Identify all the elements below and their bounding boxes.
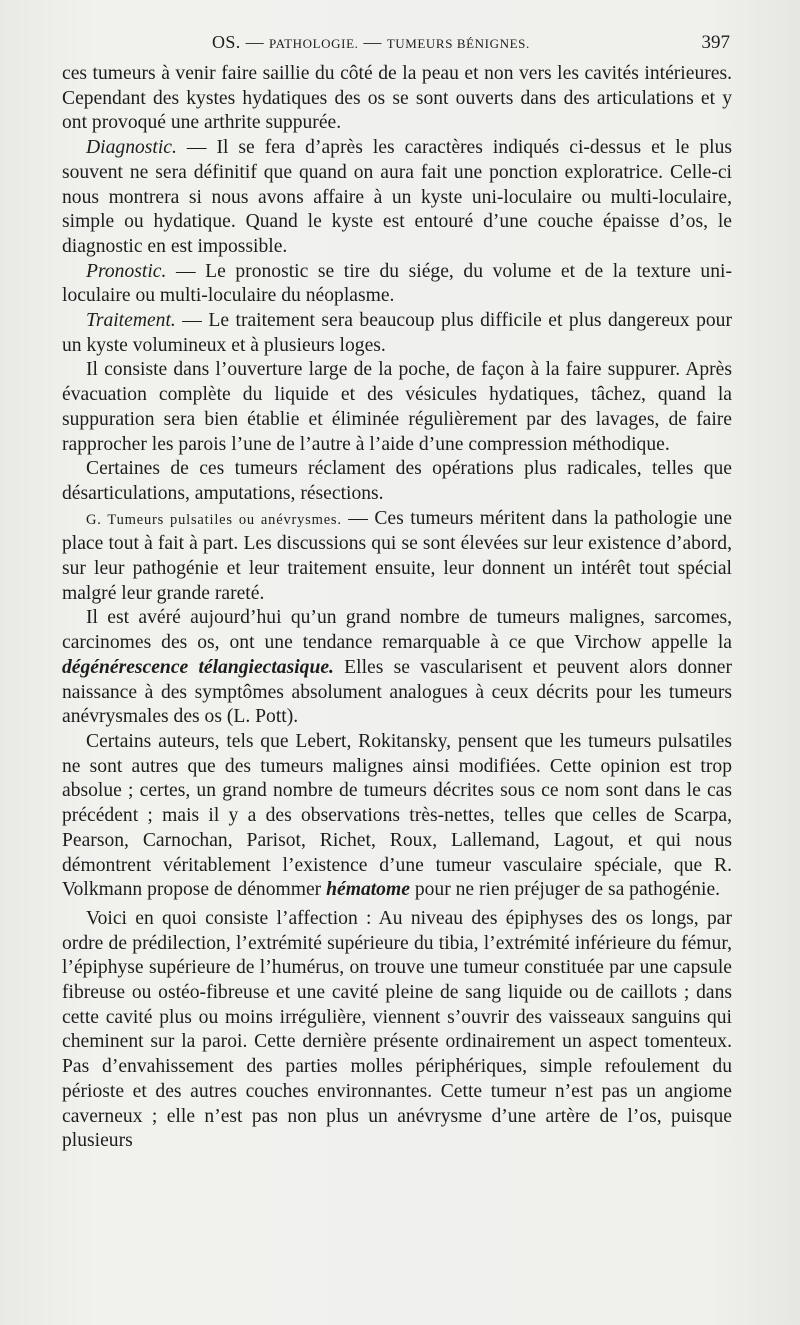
running-head-part-pathologie: PATHOLOGIE. <box>268 36 359 51</box>
pronostic-heading: Pronostic. <box>86 260 167 282</box>
running-head-dash: — <box>363 32 382 52</box>
diagnostic-heading: Diagnostic. <box>86 137 177 159</box>
pulsatile-tumors-text: — Ces tumeurs méritent dans la pathologie une place tout à fait à part. Les discussions qui se sont élevées sur leur existence d’abord, sur leur pathogénie et leur traitement ensuite, leur donnent un intérêt tout spécial malgré leur grande rareté. <box>62 507 732 604</box>
diagnostic-text: — Il se fera d’après les caractères indiqués ci-dessus et le plus souvent ne sera définitif que quand on aura fait une ponction exploratrice. Celle-ci nous montrera si nous avons affaire à un kyste uni-loculaire ou multi-loculaire, simple ou hydatique. Quand le kyste est entouré d’une couche épaisse d’os, le diagnostic en est impossible. <box>62 137 732 257</box>
authors-text: Certains auteurs, tels que Lebert, Rokitansky, pensent que les tumeurs pulsatiles ne sont autres que des tumeurs malignes ainsi modifiées. Cette opinion est trop absolue ; certes, un grand nombre de tumeurs décrites sous ce nom sont dans le cas précédent ; mais il y a des observations très-nettes, telles que celles de Scarpa, Pearson, Carnochan, Parisot, Richet, Roux, Lallemand, Lagout, et qui nous démontrent véritablement l’existence d’une tumeur vasculaire spéciale, que R. Volkmann propose de dénommer <box>62 730 732 901</box>
running-head-section: OS. <box>212 32 241 52</box>
page-number: 397 <box>701 32 730 53</box>
paragraph-treatment-method: Il consiste dans l’ouverture large de la poche, de façon à la faire suppurer. Après évacuation complète du liquide et des vésicules hydatiques, tâchez, quand la suppuration sera bien établie et éliminée régulièrement par des lavages, de faire rapprocher les parois l’une de l’autre à l’aide d’une compression méthodique. <box>62 359 732 455</box>
paragraph-radical-operations: Certaines de ces tumeurs réclament des opérations plus radicales, telles que désarticulations, amputations, résections. <box>62 458 732 504</box>
page-header <box>62 30 732 58</box>
paragraph-diagnostic <box>62 136 732 260</box>
paragraph-affection-description: Voici en quoi consiste l’affection : Au niveau des épiphyses des os longs, par ordre de prédilection, l’extrémité supérieure du tibia, l’extrémité inférieure du fémur, l’épiphyse supérieure de l’humérus, on trouve une tumeur constituée par une capsule fibreuse ou ostéo-fibreuse et une cavité pleine de sang liquide ou de caillots ; dans cette cavité plus ou moins irrégulière, viennent s’ouvrir des vaisseaux sanguins qui cheminent sur la paroi. Cette dernière présente ordinairement un aspect tomenteux. Pas d’envahissement des parties molles périphériques, simple refoulement du périoste et des autres couches environnantes. Cette tumeur n’est pas un angiome caverneux ; elle n’est pas non plus un anévrysme d’une artère de l’os, puisque plusieurs <box>62 907 732 1152</box>
term-hematome: hématome <box>326 879 410 901</box>
term-degenerescence: dégénérescence télangiectasique. <box>62 656 334 678</box>
malignant-tumors-text-end: Elles se vascularisent et peuvent alors donner naissance à des symptômes absolument analogues à ceux décrits pour les tumeurs anévrysmales des os (L. Pott). <box>62 656 732 728</box>
paragraph-continuation: ces tumeurs à venir faire saillie du côté de la peau et non vers les cavités intérieures. Cependant des kystes hydatiques des os se sont ouverts dans des articulations et y ont provoqué une arthrite suppurée. <box>62 63 732 134</box>
body-text <box>62 62 732 1154</box>
paragraph-pulsatile-tumors <box>62 507 732 607</box>
paragraph-pronostic <box>62 260 732 309</box>
authors-text-end: pour ne rien préjuger de sa pathogénie. <box>409 879 721 901</box>
running-head-dash: — <box>245 32 265 52</box>
traitement-text: — Le traitement sera beaucoup plus difficile et plus dangereux pour un kyste volumineux et à plusieurs loges. <box>62 310 732 356</box>
running-head <box>212 32 530 53</box>
running-head-part-tumeurs: TUMEURS BÉNIGNES. <box>386 36 530 51</box>
traitement-heading: Traitement. <box>86 310 176 332</box>
section-heading-pulsatile-tumors: G. Tumeurs pulsatiles ou anévrysmes. <box>86 511 342 528</box>
paragraph-authors <box>62 730 732 903</box>
pronostic-text: — Le pronostic se tire du siége, du volume et de la texture uni-loculaire ou multi-loculaire du néoplasme. <box>62 260 732 307</box>
paragraph-traitement <box>62 309 732 358</box>
malignant-tumors-text: Il est avéré aujourd’hui qu’un grand nombre de tumeurs malignes, sarcomes, carcinomes des os, ont une tendance remarquable à ce que Virchow appelle la <box>62 607 732 654</box>
paragraph-malignant-tumors <box>62 606 732 730</box>
